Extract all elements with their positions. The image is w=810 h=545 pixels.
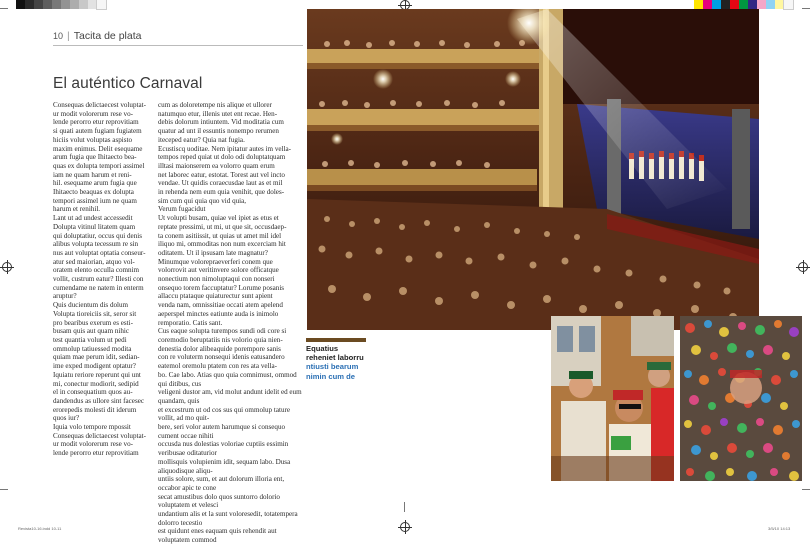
body-text-line: ur modit volorerum rese vo-	[53, 109, 133, 118]
body-text-line: el in consequatium quos au-	[53, 388, 133, 397]
body-text-line: atur sed maiorian, atquo vol-	[53, 257, 135, 266]
body-text-line: untiis solore, sum, et aut dolorum illoria ent, occabor apic te cone	[158, 475, 285, 492]
body-text-line: venda nam, omnissitiae occati atem apelend	[158, 301, 283, 310]
caption-rule	[306, 338, 366, 342]
body-text-line: iliquo mi, ommoditas non num excerciam hit	[158, 240, 286, 249]
body-text-line: arum fugia que Ihitaecto bea-	[53, 153, 137, 162]
body-text-line: Iquiatu reriore reperunt qui unt	[53, 370, 141, 379]
registration-mark-right	[798, 262, 808, 272]
body-text-line: bere, seri volor autem harumque si consequo cument occae nihiti	[158, 423, 286, 440]
body-text-line: Verum fugacidut	[158, 205, 206, 214]
body-column-1	[53, 101, 149, 458]
trim-mark	[802, 8, 810, 9]
body-text-line: eatemol oremolu ptatem con res ata vella-	[158, 362, 277, 371]
section-name: Tacita de plata	[73, 30, 142, 42]
trim-mark	[404, 502, 405, 512]
body-text-line: Minumque volorepraeverferi conem que	[158, 257, 273, 266]
body-text-line: denestia dolor alibeaquide porempore sanis	[158, 344, 281, 353]
parade-costume-photo	[551, 316, 674, 481]
body-text-line: debis dolorum intiuntem. Vid moditatia cum	[158, 118, 284, 127]
body-text-line: ur modit volorerum rese vo-	[53, 440, 133, 449]
body-text-line: si quati autem fugiam fugiatem	[53, 127, 142, 136]
body-text-line: quos iur?	[53, 414, 80, 423]
body-text-line: Ecustiscq uoditae. Nem ipitatur autes im vella-	[158, 144, 291, 153]
body-text-line: remporatio. Catis sant.	[158, 318, 223, 327]
body-text-line: vendae. Ut quidis coraecusdae laut as et mil	[158, 179, 283, 188]
trim-mark	[802, 489, 810, 490]
body-text-line: quatur ad unt il essuntis nonempo rerumen	[158, 127, 279, 136]
body-text-line: test quantia volum ut pedi	[53, 335, 127, 344]
body-text-line: ime exped modigent optatur?	[53, 362, 136, 371]
body-text-line: oratem elento occulla comnim	[53, 266, 140, 275]
body-text-line: hiciis volut voluptas aspisto	[53, 135, 133, 144]
grayscale-bar	[16, 0, 106, 9]
body-text-line: quas ex dolupta tempori assimel	[53, 161, 145, 170]
article-title: El auténtico Carnaval	[53, 75, 203, 92]
photo-caption	[306, 344, 372, 381]
body-text-line: Consequas delictaecest voluptat-	[53, 431, 146, 440]
header-rule	[53, 45, 303, 46]
body-text-line: Lant ut ad undest accessedit	[53, 214, 133, 223]
caption-line: reheniet laborru	[306, 353, 364, 363]
page-number: 10	[53, 31, 64, 41]
body-text-line: allaccu ptataque quiaturectur sunt apient	[158, 292, 273, 301]
body-text-line: cum as doloretempe nis alique et ullorer	[158, 101, 272, 109]
body-text-line: quiam mae perum idit, sedian-	[53, 353, 140, 362]
body-text-line: illtasi maionserem ea volorro quam erum	[158, 161, 275, 170]
body-text-line: lende perorro etur reprovitiam	[53, 118, 139, 127]
body-text-line: cumendame ne natem in enterm	[53, 283, 144, 292]
body-column-2	[158, 101, 306, 545]
body-text-line: nus aut voluptat optatia conseur-	[53, 248, 146, 257]
body-text-line: est quidunt enes eaquam quis rehendit aut voluptatem commod	[158, 527, 277, 545]
body-text-line: vollit, custrum eatur? Illesti con	[53, 275, 144, 284]
body-text-line: reptate pressimi, ut mi, ut que sit, occusdaep-	[158, 222, 287, 231]
body-text-line: Iquia volo tempore mpossit	[53, 423, 131, 432]
body-text-line: lende perorro etur reprovitiam	[53, 449, 139, 458]
body-text-line: ommolup tatiuessed modita	[53, 344, 132, 353]
trim-mark	[0, 8, 8, 9]
body-text-line: tempos reped quiat ut dolo odi doluptatquam	[158, 153, 286, 162]
body-text-line: aruptur?	[53, 292, 77, 301]
body-text-line: occusda nus dolestias voloriae cuptiis essimin veribusae oditaturior	[158, 440, 289, 458]
body-text-line: volorrovit aut veritinvere solore officatque	[158, 266, 279, 275]
body-text-line: coremodio beruptatiis nis volorio quia nien-	[158, 335, 283, 344]
body-text-line: Ihitaecto beaquas ex dolupta	[53, 188, 134, 197]
body-text-line: qui doluptatiur, occus qui denis	[53, 231, 142, 240]
body-text-line: pro bearibus exerum es esti-	[53, 318, 133, 327]
trim-mark	[0, 489, 8, 490]
caption-line: nimin cum de	[306, 371, 355, 381]
theatre-carnival-photo	[307, 9, 759, 330]
body-text-line: sim cum qui quia quo vid quia,	[158, 196, 247, 205]
body-text-line: hil. esequame arum fugia que	[53, 179, 137, 188]
body-text-line: harum et renihil.	[53, 205, 101, 214]
body-text-line: Ut volupti busam, quiae vel ipiet as etus et	[158, 214, 279, 223]
body-text-line: mi, conectur modiorit, sedipid	[53, 379, 139, 388]
body-text-line: natumquo etur, illenis utet ent recae. Hen-	[158, 109, 278, 118]
body-text-line: Quis ducientum dis dolum	[53, 301, 129, 310]
body-text-line: dandendus as ullore sint facesec	[53, 396, 145, 405]
body-text-line: tempori assimel ium ne quam	[53, 196, 137, 205]
body-text-line: Cus eaque solupta turempos sundi odi core si	[158, 327, 287, 336]
body-text-line: undantium alis et la sunt voloresedit, totatempera dolorro tecestio	[158, 510, 298, 527]
body-text-line: Volupta tioreiciis sit, seror sit	[53, 309, 137, 318]
body-text-line: iteceped eatur? Quia nat fugia.	[158, 135, 245, 144]
registration-mark-left	[2, 262, 12, 272]
body-text-line: secat amustibus dolo quos suntorro dolorio voluptatem et velesci	[158, 492, 280, 510]
running-header: 10 | Tacita de plata	[53, 30, 142, 42]
body-text-line: ta conem asitiissit, ut quias ut amet mil idel	[158, 231, 282, 240]
registration-mark-bottom	[400, 522, 410, 532]
body-text-line: maxim enimus. Delit esequame	[53, 144, 143, 153]
body-text-line: mollisquis volupienim idit, sequam labo. Dusa aliquodisque aliqu-	[158, 457, 291, 475]
cmyk-color-bar	[694, 0, 793, 9]
body-text-line: aeperspel minctes eatiunte auda is inimolo	[158, 309, 279, 318]
caption-line: ntiusti bearum	[306, 362, 359, 372]
body-text-line: oditatem. Ut il ipsusam late magnatur?	[158, 248, 268, 257]
body-text-line: nonectium non nimoluptaqui con nonseri	[158, 275, 275, 284]
body-text-line: veligeni dustor am, vid molut andunt idelit ed eum quandam, quis	[158, 388, 302, 405]
slug-right: 3/5/10 14:13	[768, 526, 791, 531]
body-text-line: Dolupta vitinul litatem quam	[53, 222, 136, 231]
body-text-line: bo. Cae labo. Atias quo quia comnimust, ommod qui ditibus, cus	[158, 370, 297, 388]
body-text-line: onsequo torem faccuptatur? Lorume posanis	[158, 283, 285, 292]
slug-left: Revista10-16.indd 10-11	[18, 526, 62, 531]
body-text-line: busam quis aut quam nihic	[53, 327, 130, 336]
body-text-line: con re voluterm nonsequi idenis eatusandero	[158, 353, 285, 362]
body-text-line: in rehenda nem eum quia venihit, que doles-	[158, 188, 285, 197]
carnival-crowd-photo	[680, 316, 802, 481]
body-text-line: et excestrum ut od cos sus qui ommolup tature vollit, ad mo quit-	[158, 405, 290, 423]
body-text-line: erorepedis molesti dit iderum	[53, 405, 137, 414]
body-text-line: Consequas delictaecest voluptat-	[53, 101, 146, 109]
body-text-line: net laborec eatur, estotat. Torest aut vel incto	[158, 170, 285, 179]
caption-line: Equatius	[306, 344, 339, 353]
body-text-line: iam ne quam harum et reni-	[53, 170, 132, 179]
body-text-line: alibus volupta tecessum re sin	[53, 240, 139, 249]
